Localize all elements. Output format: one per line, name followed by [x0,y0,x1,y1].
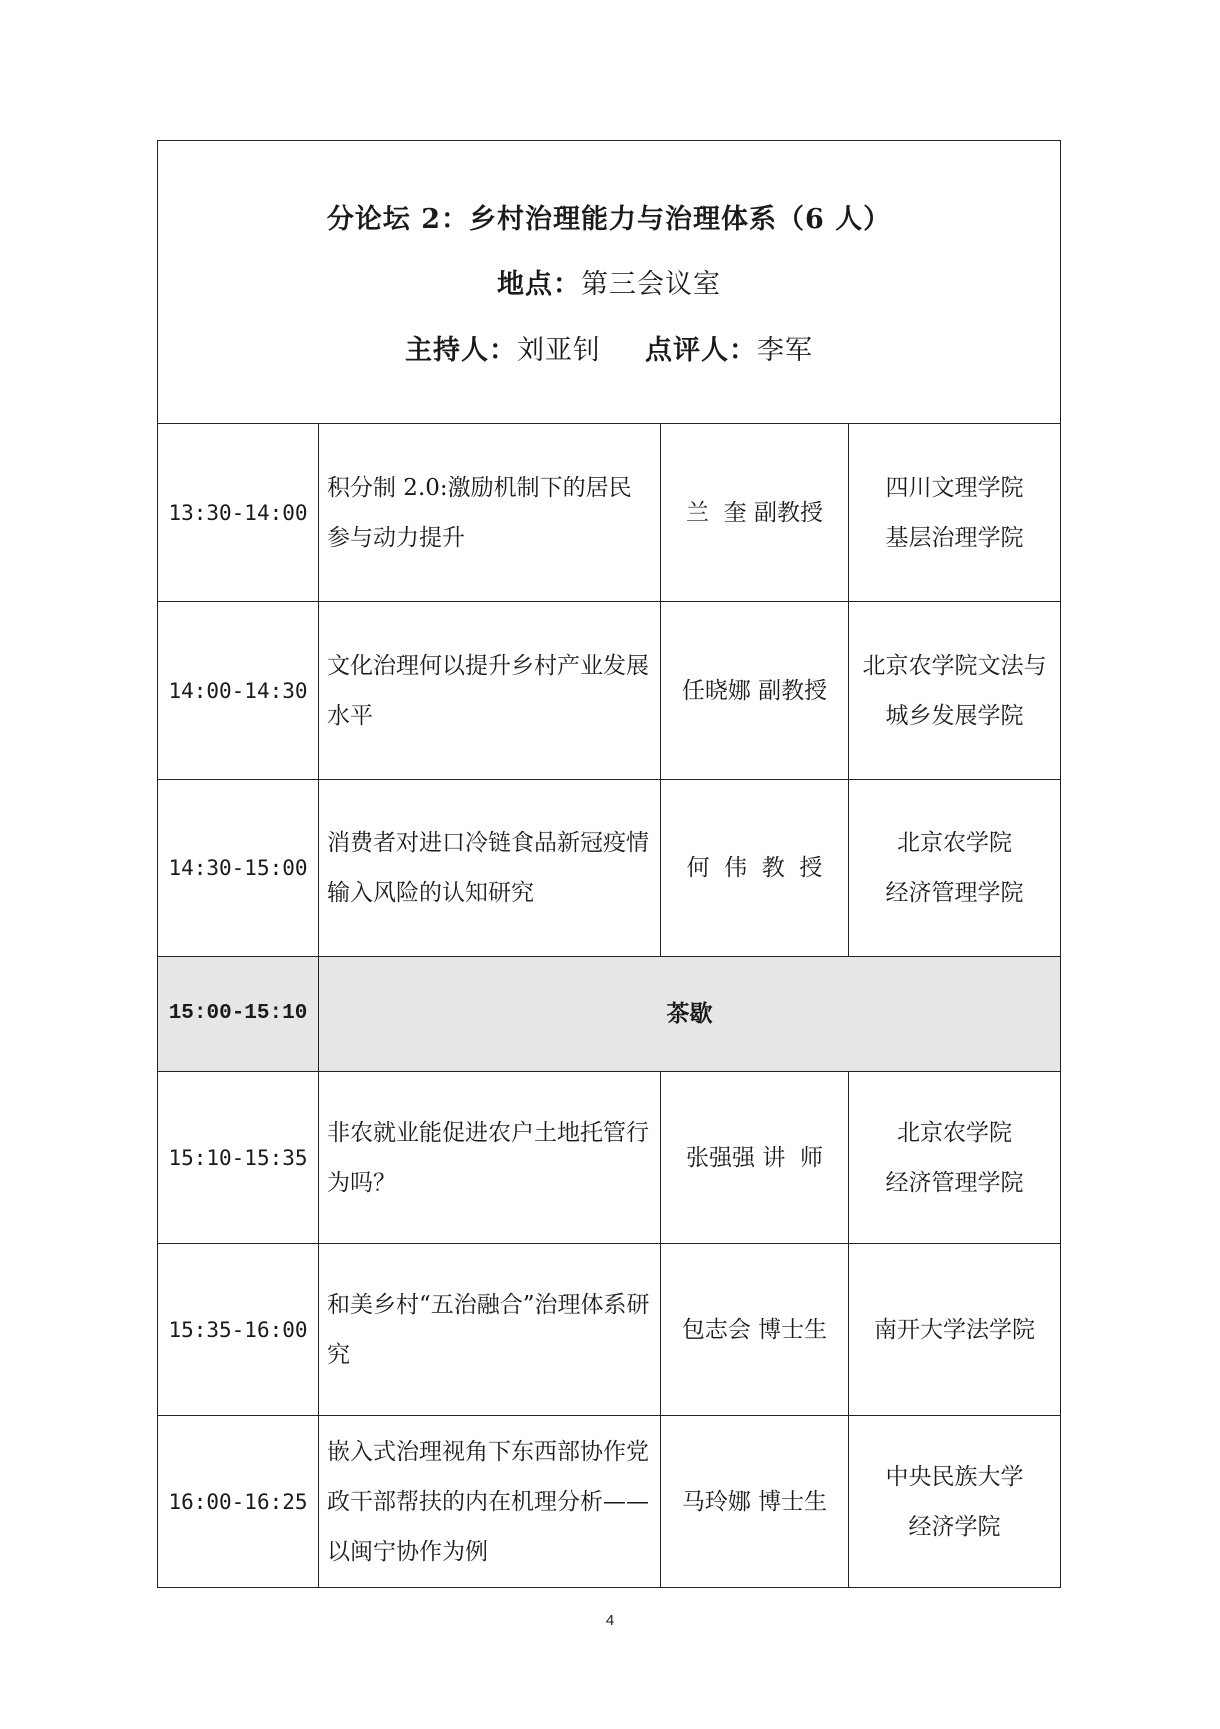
org-line: 北京农学院 [897,830,1012,856]
speaker-cell: 张强强 讲 师 [661,1072,849,1243]
table-row [158,780,1060,957]
page-number: 4 [605,1612,615,1629]
org-cell [849,602,1060,779]
org-cell [849,1416,1060,1587]
location-line [158,262,1060,301]
speaker-cell: 何 伟 教 授 [661,780,849,956]
org-line: 北京农学院文法与 [862,652,1047,679]
schedule-table [157,140,1061,1588]
org-cell [849,1072,1060,1243]
org-line: 基层治理学院 [885,524,1024,551]
time-cell: 14:00-14:30 [158,602,319,779]
speaker-cell: 包志会 博士生 [661,1244,849,1415]
forum-title: 分论坛 2：乡村治理能力与治理体系（6 人） [326,204,892,235]
host-value: 刘亚钊 [517,335,601,366]
org-line: 四川文理学院 [885,474,1024,501]
org-line: 中央民族大学 [885,1463,1024,1490]
org-cell [849,780,1060,956]
time-cell: 15:35-16:00 [158,1244,319,1415]
org-line: 城乡发展学院 [885,702,1024,729]
reviewer-value: 李军 [757,335,813,366]
time-cell: 14:30-15:00 [158,780,319,956]
time-cell: 16:00-16:25 [158,1416,319,1587]
break-label: 茶歇 [666,1000,713,1027]
topic-cell: 和美乡村“五治融合”治理体系研究 [319,1244,661,1415]
table-row [158,1416,1060,1587]
table-row [158,1244,1060,1416]
table-row [158,424,1060,602]
break-row [158,957,1060,1072]
time-cell: 15:10-15:35 [158,1072,319,1243]
topic-cell: 嵌入式治理视角下东西部协作党政干部帮扶的内在机理分析——以闽宁协作为例 [319,1416,661,1587]
topic-cell: 文化治理何以提升乡村产业发展水平 [319,602,661,779]
speaker-cell: 马玲娜 博士生 [661,1416,849,1587]
org-line: 南开大学法学院 [874,1316,1035,1343]
table-row [158,1072,1060,1244]
org-line: 经济管理学院 [885,880,1024,906]
topic-cell: 消费者对进口冷链食品新冠疫情输入风险的认知研究 [319,780,661,956]
org-line: 经济管理学院 [885,1169,1024,1196]
org-line: 经济学院 [908,1513,1001,1540]
speaker-cell: 兰 奎 副教授 [661,424,849,601]
location-label: 地点： [497,269,581,300]
org-line: 北京农学院 [897,1119,1012,1146]
forum-header [158,141,1060,424]
time-cell: 13:30-14:00 [158,424,319,601]
table-row [158,602,1060,780]
reviewer-label: 点评人： [645,335,757,366]
host-line [158,328,1060,367]
speaker-cell: 任晓娜 副教授 [661,602,849,779]
location-value: 第三会议室 [581,269,721,300]
org-cell [849,1244,1060,1415]
topic-cell: 积分制 2.0:激励机制下的居民参与动力提升 [319,424,661,601]
topic-cell: 非农就业能促进农户土地托管行为吗？ [319,1072,661,1243]
host-label: 主持人： [405,335,517,366]
org-cell [849,424,1060,601]
break-time-cell: 15:00-15:10 [158,957,319,1071]
